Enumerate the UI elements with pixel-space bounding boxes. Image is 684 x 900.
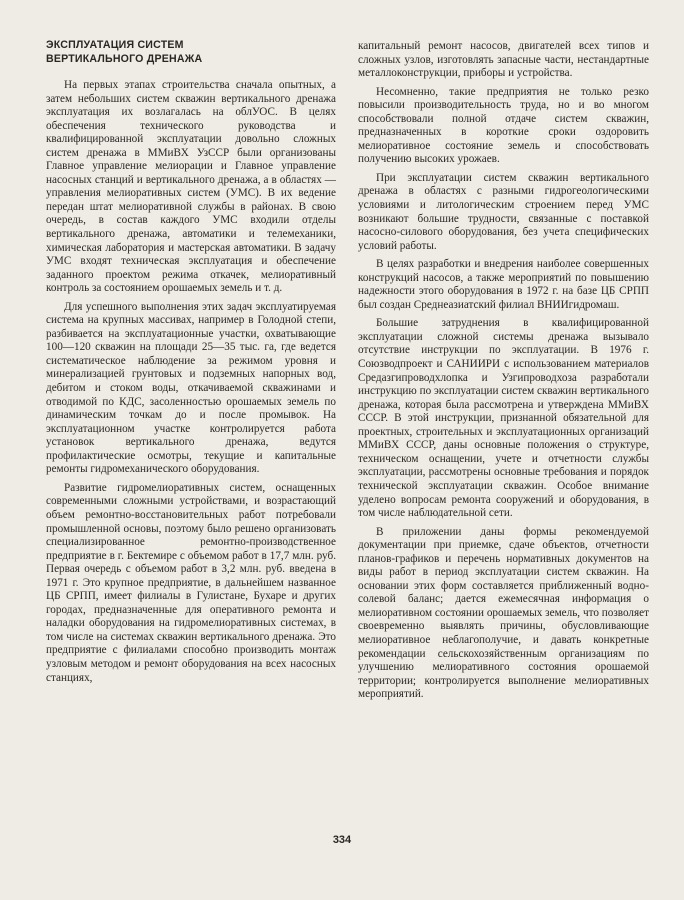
- heading-line-1: ЭКСПЛУАТАЦИЯ СИСТЕМ: [46, 39, 184, 51]
- paragraph: В приложении даны формы рекомендуемой документации при приемке, сдаче объектов, отчетности планов-графиков и перечень нормативных документов на виды работ в период эксплуатации систем скважин. На основании этих форм составляется приближенный водно-солевой баланс; дается ежемесячная информация о мелиоративном состоянии орошаемых земель, что позволяет своевременно выявлять причины, обусловливающие мелиоративное неблагополучие, и давать конкретные рекомендации сельскохозяйственным организациям по улучшению мелиоративного состояния орошаемой территории; контролируется выполнение мелиоративных мероприятий.: [358, 525, 649, 701]
- paragraph: Развитие гидромелиоративных систем, оснащенных современными сложными устройствами, и возрастающий объем ремонтно-восстановительных работ потребовали промышленной основы, поэтому было решено организовать специализированное ремонтно-производственное предприятие в г. Бектемире с объемом работ в 17,7 млн. руб. Первая очередь с объемом работ в 3,2 млн. руб. введена в 1971 г. Это крупное предприятие, в дальнейшем названное ЦБ СРПП, имеет филиалы в Гулистане, Бухаре и других городах, предназначенные для оперативного ремонта и наладки оборудования на гидромелиоративных системах, в том числе на системах скважин вертикального дренажа. Это предприятие с филиалами способно производить монтаж узловым методом и ремонт оборудования на всех насосных станциях,: [46, 481, 336, 684]
- left-column: [46, 38, 336, 690]
- section-heading: [46, 38, 336, 66]
- paragraph: В целях разработки и внедрения наиболее совершенных конструкций насосов, а также мероприятий по повышению надежности этого оборудования в 1972 г. на базе ЦБ СРПП был создан Среднеазиатский филиал ВНИИгидромаш.: [358, 258, 649, 311]
- paragraph: При эксплуатации систем скважин вертикального дренажа в областях с разными гидрогеологическими условиями и литологическим строением перед УМС возникают большие трудности, связанные с поставкой насосно-силового оборудования, без учета специфических условий работы.: [358, 171, 649, 252]
- page-number: 334: [332, 834, 352, 846]
- paragraph: На первых этапах строительства сначала опытных, а затем небольших систем скважин вертикального дренажа эксплуатация их возлагалась на облУОС. В целях обеспечения технического руководства и квалифицированной эксплуатации довольно сложных систем дренажа в ММиВХ УзССР были организованы Главное управление мелиорации и Главное управление насосных станций и вертикального дренажа, а в областях — управления мелиоративных систем (УМС). В их ведение передан штат мелиоративной службы в районах. В свою очередь, в состав каждого УМС входили отделы вертикального дренажа, автоматики и телемеханики, химическая лаборатория и мастерская автоматики. В задачу УМС входят техническая эксплуатация и обеспечение заданного проектом режима откачек, мелиоративный контроль за состоянием орошаемых земель и т. д.: [46, 79, 336, 295]
- heading-line-2: ВЕРТИКАЛЬНОГО ДРЕНАЖА: [46, 53, 203, 65]
- paragraph-continued: капитальный ремонт насосов, двигателей всех типов и сложных узлов, изготовлять запасные части, нестандартные металлоконструкции, приборы и устройства.: [358, 40, 649, 80]
- paragraph: Для успешного выполнения этих задач эксплуатируемая система на крупных массивах, например в Голодной степи, разбивается на эксплуатационные участки, охватывающие 100—120 скважин на площади 25—35 тыс. га, где ведется систематическое наблюдение за режимом уровня и минерализацией грунтовых и подземных напорных вод, дебитом и стоком воды, откачиваемой скважинами и отводимой по КДС, засоленностью орошаемых земель по динамическим точкам до и после промывок. На эксплуатационном участке контролируется работа установок вертикального дренажа, ведутся профилактические осмотры, текущие и капитальные ремонты гидромеханического оборудования.: [46, 300, 336, 476]
- right-column: [358, 40, 649, 707]
- paragraph: Большие затруднения в квалифицированной эксплуатации сложной системы дренажа вызывало отсутствие инструкции по эксплуатации. В 1976 г. Союзводпроект и САНИИРИ с использованием материалов Средазгипроводхлопка и Узгипроводхоза разработали инструкцию по эксплуатации систем скважин вертикального дренажа, которая была рассмотрена и утверждена ММиВХ СССР. В этой инструкции, признанной обязательной для проектных, строительных и эксплуатационных организаций ММиВХ СССР, даны основные положения о структуре, техническом оснащении, учете и отчетности службы эксплуатации, рассмотрены основные требования и порядок технической эксплуатации скважин. Особое внимание уделено вопросам ремонта сооружений и оборудования, в том числе наблюдательной сети.: [358, 317, 649, 520]
- paragraph: Несомненно, такие предприятия не только резко повысили производительность труда, но и во многом способствовали полной отдаче систем скважин, предназначенных в короткие сроки оздоровить мелиоративное состояние земель и способствовать получению высоких урожаев.: [358, 85, 649, 166]
